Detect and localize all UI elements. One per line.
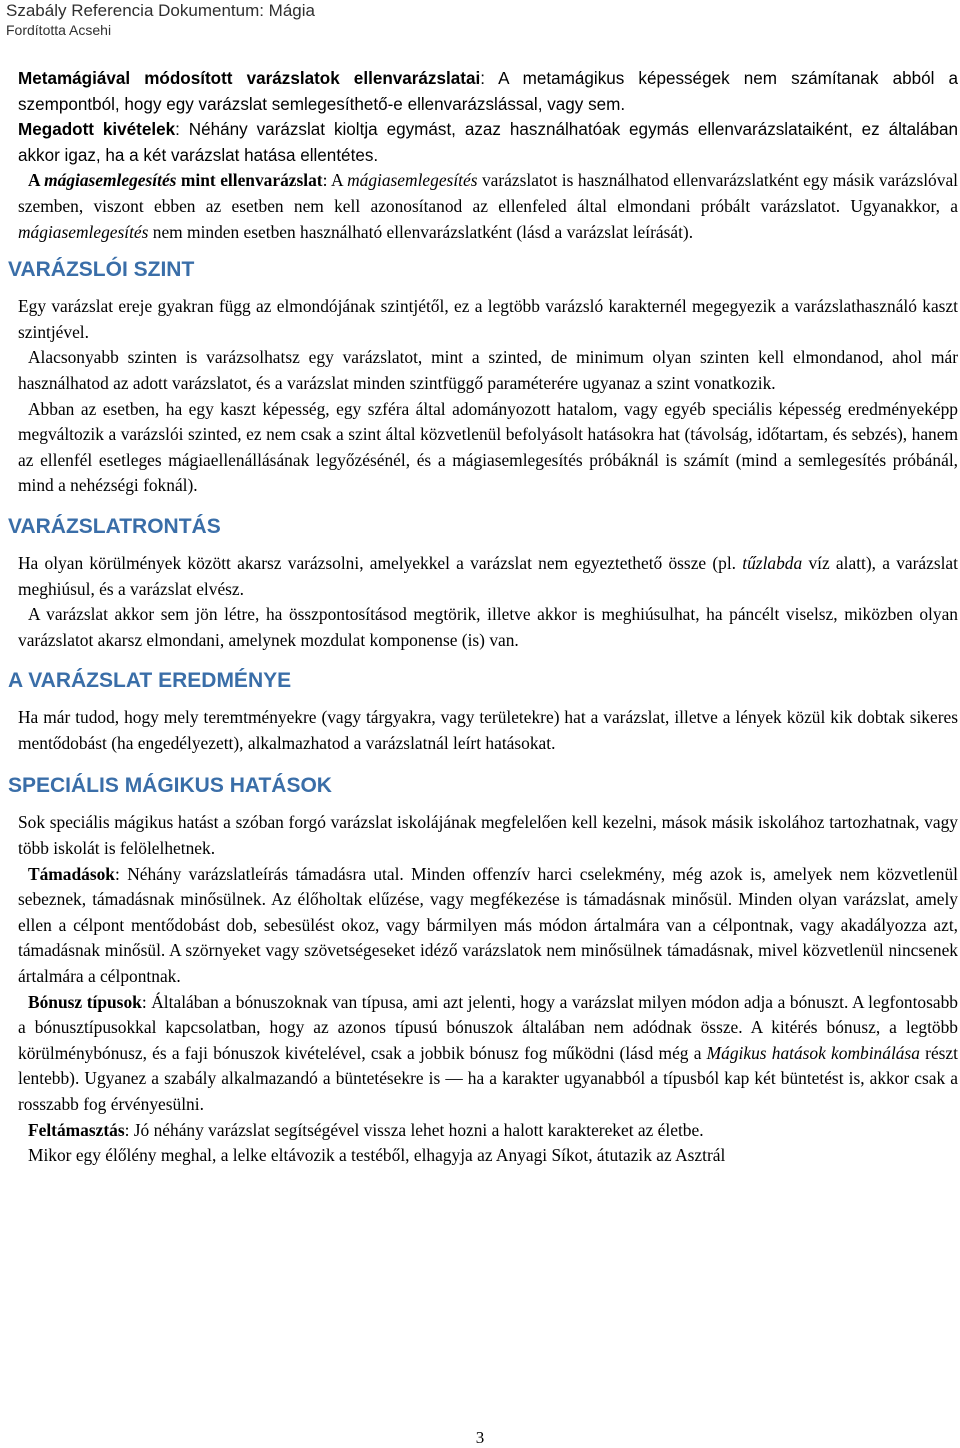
rule-term: A mágiasemlegesítés mint ellenvarázslat: [28, 170, 323, 191]
paragraph: Sok speciális mágikus hatást a szóban forgó varázslat iskolájának megfelelően kell kezelni, mások másik iskolához tartozhatnak, vagy több iskolát is felölelhetnek.: [18, 812, 958, 859]
rule-dispel-counterspell: A mágiasemlegesítés mint ellenvarázslat: A mágiasemlegesítés varázslatot is használhatod ellenvarázslatként egy másik varázslóval szemben, viszont ebben az esetben nem kell azonosítanod az ellenfeled által elmondani próbált varázslatot. Ugyanakkor, a mágiasemlegesítés nem minden esetben használható ellenvarázslatként (lásd a varázslat leírását).: [18, 170, 958, 242]
page-number: 3: [475, 1428, 485, 1447]
paragraph: Alacsonyabb szinten is varázsolhatsz egy varázslatot, mint a szinted, de minimum olyan szinten kell elmondanod, ahol már használhatod az adott varázslatot, és a varázslat minden szintfüggő paraméterére ugyanaz a szint vonatkozik.: [18, 347, 958, 393]
paragraph: Mikor egy élőlény meghal, a lelke eltávozik a testéből, elhagyja az Anyagi Síkot, átutazik az Asztrál: [28, 1145, 726, 1166]
page-header: [6, 0, 315, 39]
translator-credit: Fordította Acsehi: [6, 22, 112, 38]
rule-exceptions: Megadott kivételek: Néhány varázslat kioltja egymást, azaz használhatóak egymás ellenvarázslataiként, ez általában akkor igaz, ha a két varázslat hatása ellentétes.: [18, 120, 958, 165]
document-body: [8, 66, 958, 1169]
paragraph: Ha már tudod, hogy mely teremtményekre (vagy tárgyakra, vagy területekre) hat a varázslat, illetve a lények közül kik dobtak sikeres mentődobást (ha engedélyezett), alkalmazhatod a varázslatnál leírt hatásokat.: [18, 707, 958, 753]
paragraph: A varázslat akkor sem jön létre, ha összpontosításod megtörik, illetve akkor is meghiúsulhat, ha páncélt viselsz, miközben olyan varázslatot akarsz elmondani, amelynek mozdulat komponense (is) van.: [18, 604, 958, 650]
section-heading-spell-result: A VARÁZSLAT EREDMÉNYE: [8, 669, 292, 693]
paragraph: Egy varázslat ereje gyakran függ az elmondójának szintjétől, ez a legtöbb varázsló karakternél megegyezik a varázslathasználó kaszt szintjével.: [18, 296, 958, 342]
document-title: Szabály Referencia Dokumentum: Mágia: [6, 1, 315, 20]
rule-term: Támadások: [28, 863, 115, 884]
rule-term: Metamágiával módosított varázslatok ellenvarázslatai: [18, 69, 481, 88]
paragraph: Ha olyan körülmények között akarsz varázsolni, amelyekkel a varázslat nem egyeztethető össze (pl. tűzlabda víz alatt), a varázslat meghiúsul, és a varázslat elvész.: [18, 552, 958, 599]
rule-attacks: Támadások: Néhány varázslatleírás támadásra utal. Minden offenzív harci cselekmény, még azok is, amelyek nem közvetlenül sebeznek, támadásnak minősülnek. Az élőholtak elűzése, vagy megfékezése is támadásnak minősül. Minden olyan varázslat, amely ellen a célpont mentődobást dob, sebesülést okoz, vagy bármilyen más módon ártalmára van a célpontnak, vagy akadályozza azt, támadásnak minősül. A szörnyeket vagy szövetségeseket idéző varázslatok nem minősülnek támadásnak, mivel közvetlenül nincsenek ártalmára a célpontnak.: [18, 863, 958, 987]
rule-resurrection: Feltámasztás: Jó néhány varázslat segítségével vissza lehet hozni a halott karaktereket az életbe.: [28, 1119, 704, 1140]
rule-metamagic-counterspell: Metamágiával módosított varázslatok ellenvarázslatai: A metamágikus képességek nem számítanak abból a szempontból, hogy egy varázslat semlegesíthető-e ellenvarázslással, vagy sem.: [18, 69, 958, 114]
section-heading-special-effects: SPECIÁLIS MÁGIKUS HATÁSOK: [8, 774, 332, 798]
rule-term: Bónusz típusok: [28, 991, 142, 1012]
rule-term: Megadott kivételek: [18, 120, 176, 140]
section-heading-caster-level: VARÁZSLÓI SZINT: [8, 258, 195, 282]
paragraph: Abban az esetben, ha egy kaszt képesség, egy szféra által adományozott hatalom, vagy egyéb speciális képesség eredményeképp megváltozik a varázslói szinted, ez nem csak a szint által közvetlenül befolyásolt hatásokra hat (távolság, időtartam, és sebzés), hanem az ellenfél esetleges mágiaellenállásának legyőzésénél, és a mágiasemlegesítés próbáknál is számít (mind a semlegesítés próbánál, mind a nehézségi foknál).: [18, 398, 958, 496]
rule-bonus-types: Bónusz típusok: Általában a bónuszoknak van típusa, ami azt jelenti, hogy a varázslat milyen módon adja a bónuszt. A legfontosabb a bónusztípusokkal kapcsolatban, hogy az azonos típusú bónuszok általában nem adódnak össze. A kitérés bónusz, a legtöbb körülménybónusz, és a faji bónuszok kivételével, csak a jobbik bónusz fog működni (lásd még a Mágikus hatások kombinálása részt lentebb). Ugyanez a szabály alkalmazandó a büntetésekre is — ha a karakter ugyanabból a típusból kap két büntetést is, akkor csak a rosszabb fog érvényesülni.: [18, 991, 958, 1114]
rule-term: Feltámasztás: [28, 1119, 125, 1140]
section-heading-spell-failure: VARÁZSLATRONTÁS: [8, 514, 221, 538]
